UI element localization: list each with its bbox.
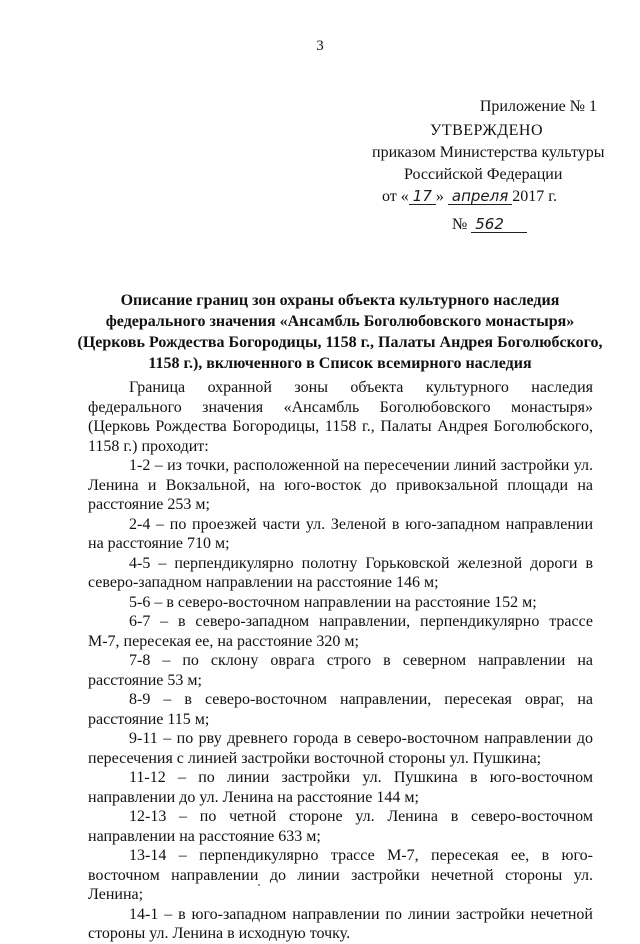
approval-heading: УТВЕРЖДЕНО xyxy=(430,122,544,139)
date-day-handwritten: 17 xyxy=(409,188,436,205)
number-handwritten: 562 xyxy=(471,216,527,233)
date-prefix: от « xyxy=(382,188,409,205)
paragraph: 11-12 – по линии застройки ул. Пушкина в юго-восточном направлении до ул. Ленина на расстояние 144 м; xyxy=(88,769,593,806)
approval-date-line xyxy=(360,186,600,208)
approval-block xyxy=(360,120,605,236)
paragraph: 14-1 – в юго-западном направлении по линии застройки нечетной стороны ул. Ленина в исходную точку. xyxy=(88,905,593,942)
title-line: федерального значения «Ансамбль Боголюбовского монастыря» xyxy=(105,313,575,330)
date-mid: » xyxy=(435,188,444,205)
paragraph: 4-5 – перпендикулярно полотну Горьковской железной дороги в северо-западном направлении на расстояние 146 м; xyxy=(88,554,593,591)
approval-federation-line: Российской Федерации xyxy=(404,166,563,183)
number-label: № xyxy=(452,216,468,233)
paragraph: 8-9 – в северо-восточном направлении, пересекая овраг, на расстояние 115 м; xyxy=(88,691,593,728)
page-number: 3 xyxy=(316,38,324,54)
paragraph: 2-4 – по проезжей части ул. Зеленой в юго-западном направлении на расстояние 710 м; xyxy=(88,515,593,552)
paragraph: 13-14 – перпендикулярно трассе М-7, пересекая ее, в юго-восточном направлении до линии застройки нечетной стороны ул. Ленина; xyxy=(88,847,593,903)
paragraph: 5-6 – в северо-восточном направлении на расстояние 152 м; xyxy=(129,593,537,611)
scan-speck xyxy=(258,884,260,886)
document-title xyxy=(70,290,610,374)
approval-number-line xyxy=(360,214,600,236)
title-line: 1158 г.), включенного в Список всемирного наследия xyxy=(148,355,532,372)
paragraph: 1-2 – из точки, расположенной на пересечении линий застройки ул. Ленина и Вокзальной, на юго-восток до привокзальной площади на расстояние 253 м; xyxy=(88,457,593,513)
paragraph: 9-11 – по рву древнего города в северо-восточном направлении до пересечения с линией застройки восточной стороны ул. Пушкина; xyxy=(88,730,593,767)
paragraph: 12-13 – по четной стороне ул. Ленина в северо-восточном направлении на расстояние 633 м; xyxy=(88,808,593,845)
title-line: Описание границ зон охраны объекта культурного наследия xyxy=(120,292,560,309)
paragraph: 7-8 – по склону оврага строго в северном направлении на расстояние 53 м; xyxy=(88,652,593,689)
date-month-handwritten: апреля xyxy=(448,188,512,205)
approval-order-line: приказом Министерства культуры xyxy=(372,144,605,161)
date-year: 2017 г. xyxy=(512,188,558,205)
paragraph: 6-7 – в северо-западном направлении, перпендикулярно трассе М-7, пересекая ее, на расстояние 320 м; xyxy=(88,613,593,650)
document-body xyxy=(88,378,593,944)
paragraph: Граница охранной зоны объекта культурного наследия федерального значения «Ансамбль Боголюбовского монастыря» (Церковь Рождества Богородицы, 1158 г., Палаты Андрея Боголюбского, 1158 г.) проходит: xyxy=(88,379,593,455)
appendix-label: Приложение № 1 xyxy=(479,98,597,115)
title-line: (Церковь Рождества Богородицы, 1158 г., Палаты Андрея Боголюбского, xyxy=(77,334,603,351)
